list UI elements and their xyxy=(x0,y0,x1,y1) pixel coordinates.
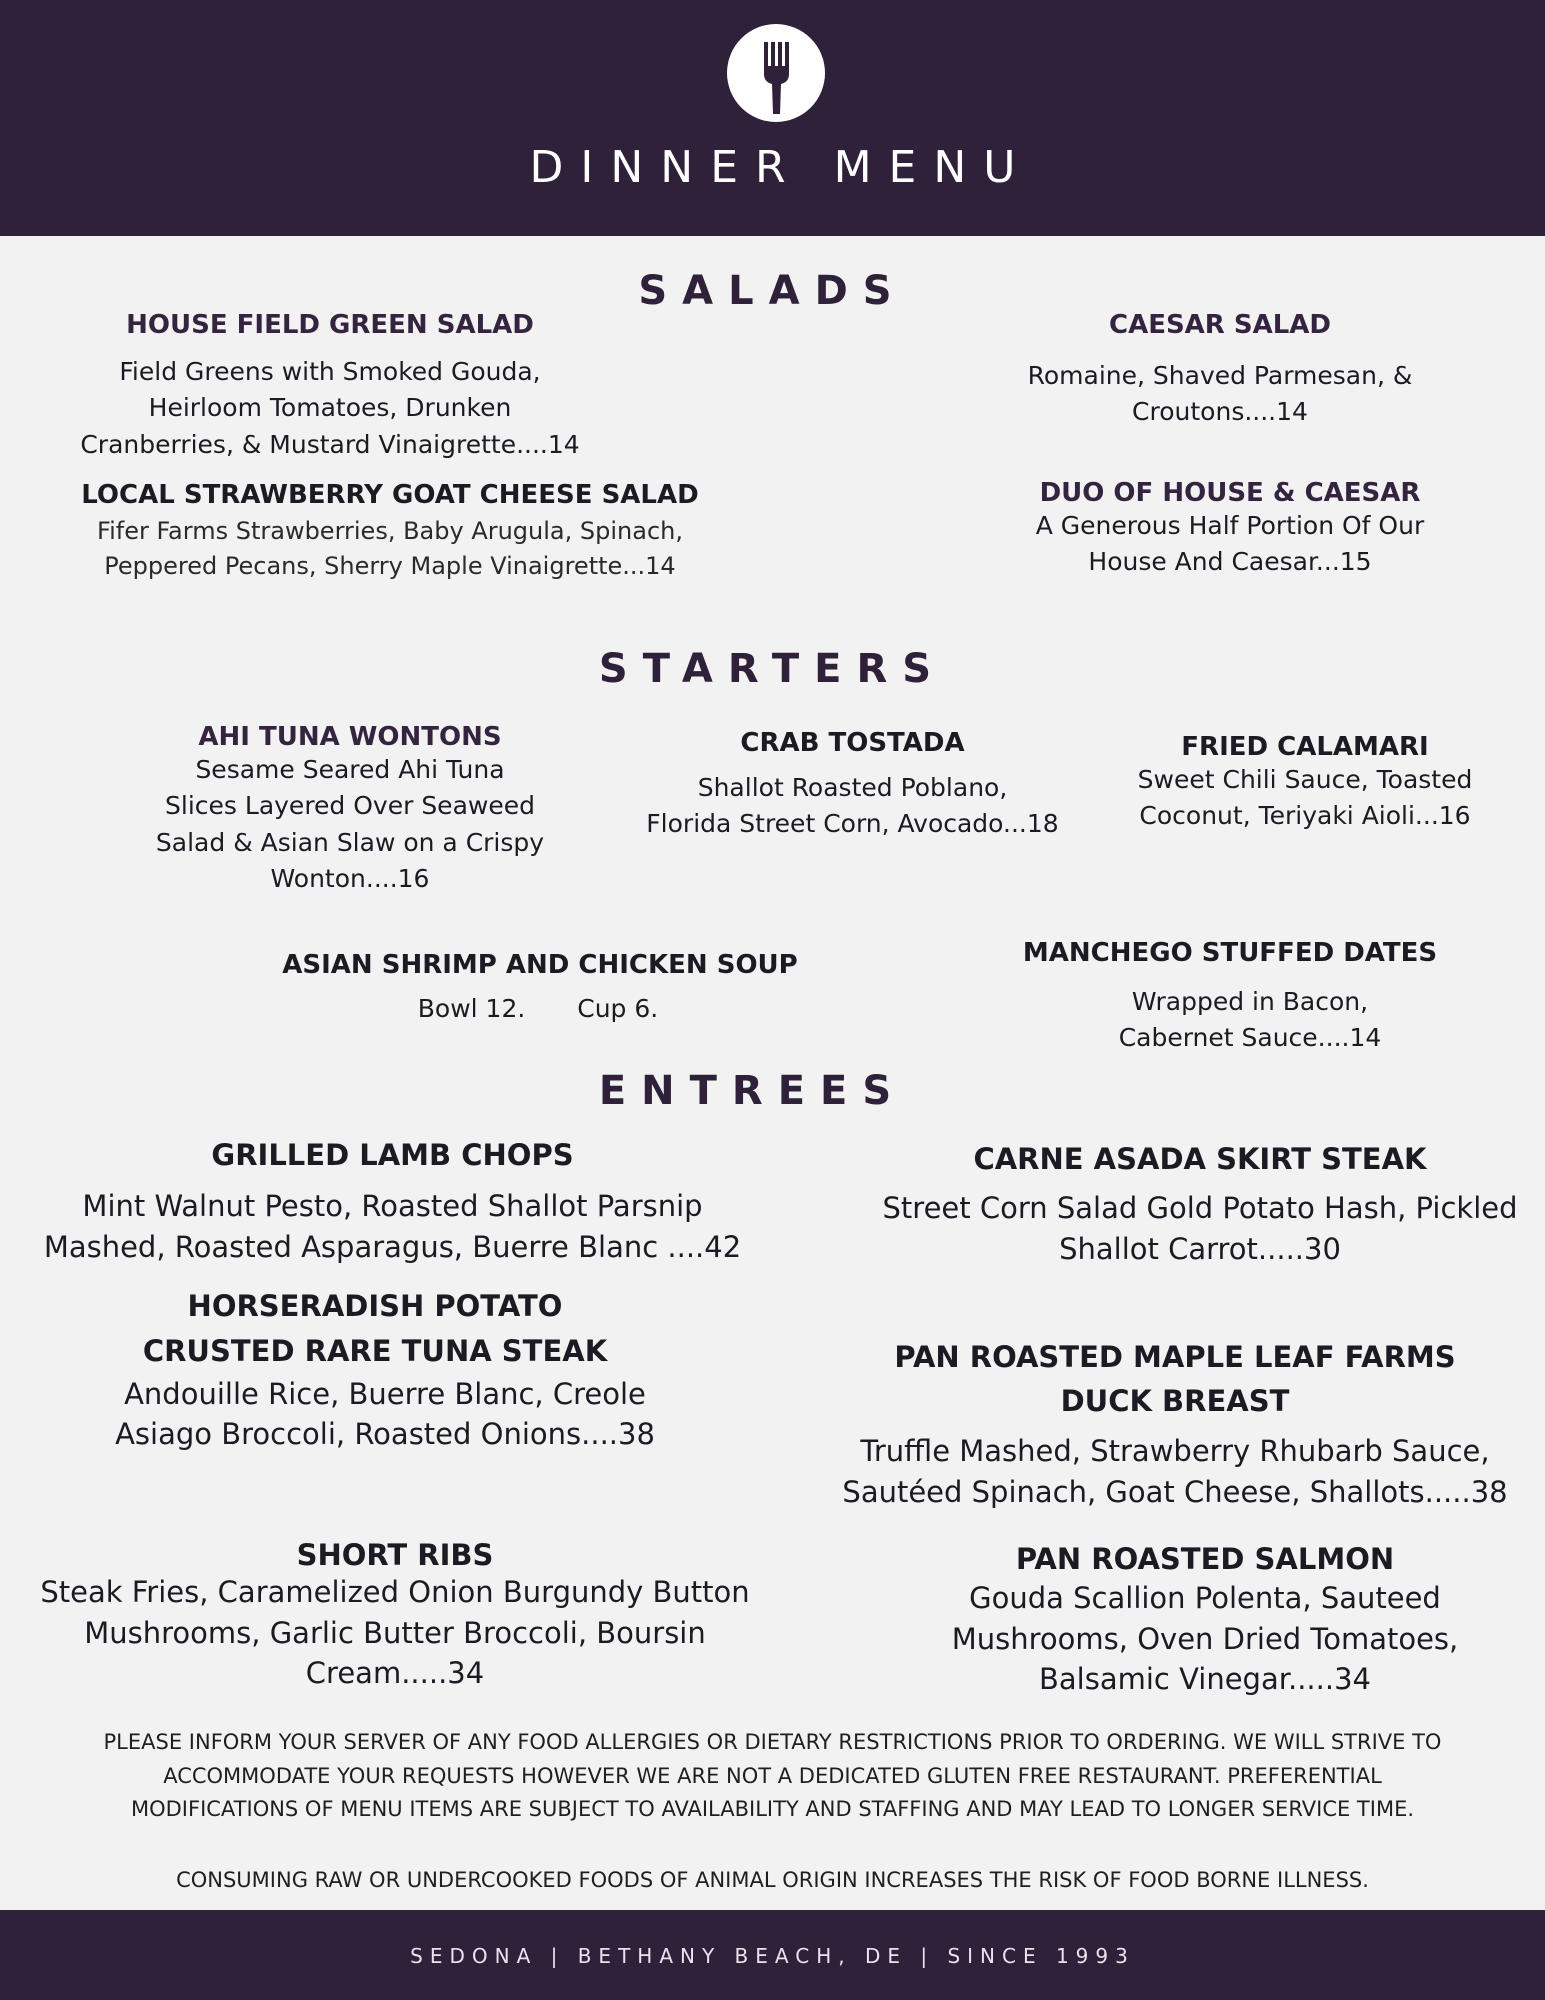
item-description: Fifer Farms Strawberries, Baby Arugula, Spinach, Peppered Pecans, Sherry Maple Vinaigrette...14 xyxy=(97,517,683,580)
item-name: LOCAL STRAWBERRY GOAT CHEESE SALAD xyxy=(81,480,699,510)
item-description: Romaine, Shaved Parmesan, & Croutons....14 xyxy=(1027,361,1413,427)
section-title-starters: STARTERS xyxy=(598,646,947,692)
allergy-notice: PLEASE INFORM YOUR SERVER OF ANY FOOD ALLERGIES OR DIETARY RESTRICTIONS PRIOR TO ORDERING. WE WILL STRIVE TO ACCOMMODATE YOUR REQUESTS HOWEVER WE ARE NOT A DEDICATED GLUTEN FREE RESTAURANT. PREFERENTIAL MODIFICATIONS OF MENU ITEMS ARE SUBJECT TO AVAILABILITY AND STAFFING AND MAY LEAD TO LONGER SERVICE TIME. xyxy=(103,1730,1442,1822)
menu-item-duo-of-house-and-caesar xyxy=(980,478,1480,581)
item-name: DUO OF HOUSE & CAESAR xyxy=(1039,478,1421,508)
item-name: HORSERADISH POTATO CRUSTED RARE TUNA STEAK xyxy=(142,1289,608,1368)
item-name: SHORT RIBS xyxy=(296,1538,494,1572)
item-description: Steak Fries, Caramelized Onion Burgundy Button Mushrooms, Garlic Butter Broccoli, Boursin Cream.....34 xyxy=(40,1575,750,1691)
item-description: Andouille Rice, Buerre Blanc, Creole Asiago Broccoli, Roasted Onions....38 xyxy=(115,1376,655,1452)
menu-item-caesar-salad xyxy=(960,310,1480,431)
soup-prices xyxy=(226,994,850,1023)
section-title-entrees: ENTREES xyxy=(598,1068,907,1114)
header-band xyxy=(0,0,1545,236)
item-name: PAN ROASTED MAPLE LEAF FARMS DUCK BREAST xyxy=(894,1340,1456,1418)
item-description: Shallot Roasted Poblano, Florida Street Corn, Avocado...18 xyxy=(646,773,1059,839)
item-description: Sweet Chili Sauce, Toasted Coconut, Teriyaki Aioli...16 xyxy=(1137,765,1473,831)
item-description: Street Corn Salad Gold Potato Hash, Pickled Shallot Carrot.....30 xyxy=(882,1191,1518,1266)
item-name: CRAB TOSTADA xyxy=(740,728,965,758)
item-name: CARNE ASADA SKIRT STEAK xyxy=(973,1142,1427,1176)
raw-food-notice: CONSUMING RAW OR UNDERCOOKED FOODS OF ANIMAL ORIGIN INCREASES THE RISK OF FOOD BORNE ILLNESS. xyxy=(176,1868,1369,1892)
menu-item-strawberry-goat-cheese-salad xyxy=(40,480,740,584)
menu-item-short-ribs xyxy=(30,1538,760,1694)
item-description: A Generous Half Portion Of Our House And Caesar...15 xyxy=(1035,511,1425,577)
menu-item-house-field-green-salad xyxy=(40,310,620,463)
fork-icon xyxy=(727,24,825,122)
item-description: Sesame Seared Ahi Tuna Slices Layered Over Seaweed Salad & Asian Slaw on a Crispy Wonton....16 xyxy=(155,755,545,893)
menu-item-asian-shrimp-chicken-soup xyxy=(230,950,850,1023)
section-title-salads: SALADS xyxy=(638,268,907,314)
item-name: FRIED CALAMARI xyxy=(1181,732,1429,762)
menu-item-crab-tostada xyxy=(610,728,1095,843)
menu-item-pan-roasted-salmon xyxy=(880,1542,1530,1700)
item-description: Gouda Scallion Polenta, Sauteed Mushrooms, Oven Dried Tomatoes, Balsamic Vinegar.....34 xyxy=(951,1581,1459,1697)
menu-item-ahi-tuna-wontons xyxy=(110,722,590,897)
item-name: PAN ROASTED SALMON xyxy=(1015,1542,1395,1576)
item-description: Field Greens with Smoked Gouda, Heirloom Tomatoes, Drunken Cranberries, & Mustard Vinaigrette....14 xyxy=(80,357,580,459)
item-description: Mint Walnut Pesto, Roasted Shallot Parsnip Mashed, Roasted Asparagus, Buerre Blanc ....42 xyxy=(43,1189,742,1264)
menu-title: DINNER MENU xyxy=(529,142,1033,193)
item-name: AHI TUNA WONTONS xyxy=(198,722,502,752)
menu-item-fried-calamari xyxy=(1110,732,1500,835)
logo xyxy=(727,24,825,122)
menu-item-duck-breast xyxy=(830,1336,1520,1512)
item-description: Wrapped in Bacon, Cabernet Sauce....14 xyxy=(1118,987,1382,1053)
footer-text: SEDONA | BETHANY BEACH, DE | SINCE 1993 xyxy=(410,1944,1135,1968)
item-name: MANCHEGO STUFFED DATES xyxy=(1022,938,1438,968)
footer-band xyxy=(0,1910,1545,2000)
item-description: Truffle Mashed, Strawberry Rhubarb Sauce, Sautéed Spinach, Goat Cheese, Shallots.....38 xyxy=(842,1434,1508,1509)
item-name: ASIAN SHRIMP AND CHICKEN SOUP xyxy=(282,950,798,980)
price-cup: Cup 6. xyxy=(577,994,659,1023)
item-name: GRILLED LAMB CHOPS xyxy=(211,1138,574,1172)
item-name: HOUSE FIELD GREEN SALAD xyxy=(126,310,534,340)
menu-item-manchego-stuffed-dates xyxy=(1000,938,1460,1057)
item-name: CAESAR SALAD xyxy=(1108,310,1331,340)
menu-item-horseradish-tuna-steak xyxy=(60,1284,760,1455)
menu-item-carne-asada-skirt-steak xyxy=(860,1142,1540,1269)
menu-item-grilled-lamb-chops xyxy=(30,1138,755,1267)
price-bowl: Bowl 12. xyxy=(417,994,526,1023)
